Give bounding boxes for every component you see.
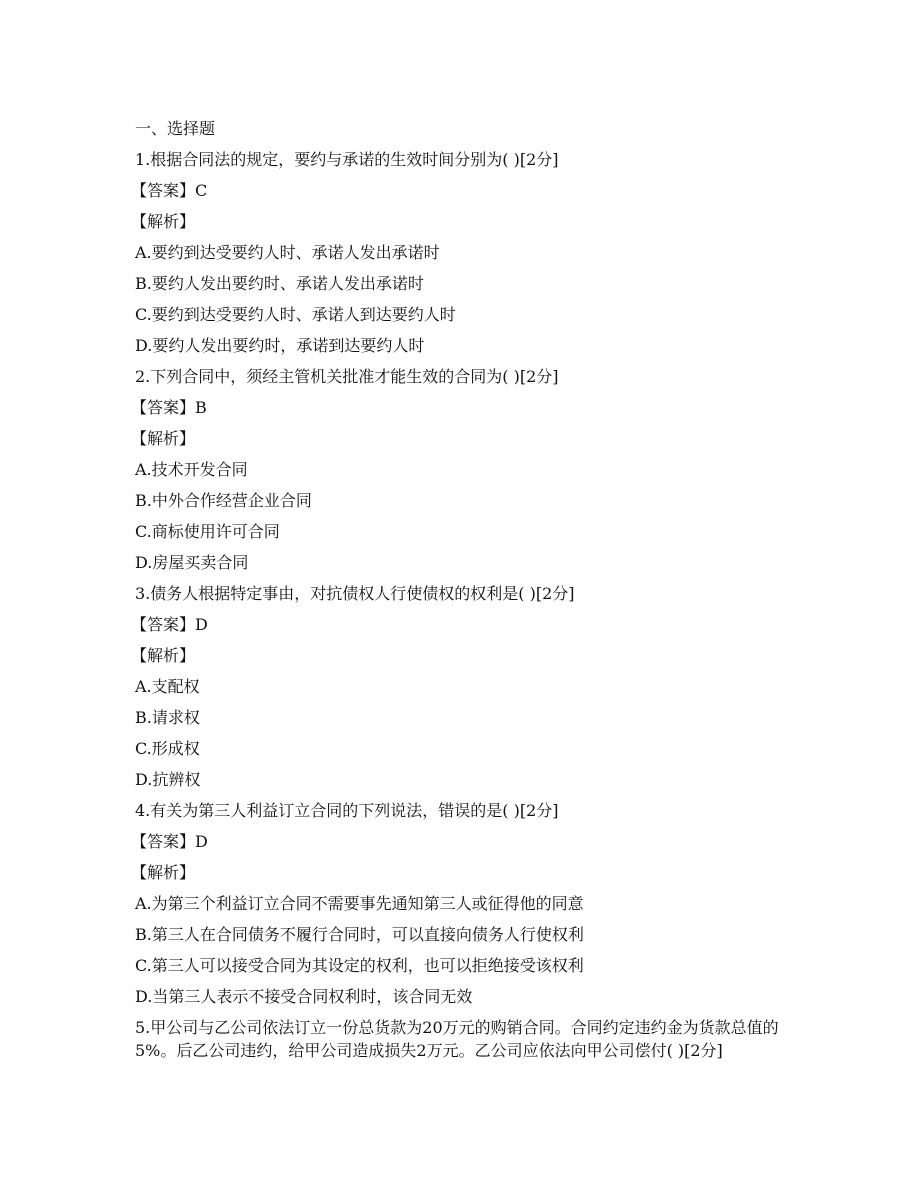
question-4 (131, 795, 795, 1012)
option-b: B.请求权 (135, 708, 200, 727)
option-b: B.中外合作经营企业合同 (135, 491, 312, 510)
option-d: D.房屋买卖合同 (135, 553, 249, 572)
question-5 (135, 1016, 795, 1062)
document-body (131, 113, 795, 1062)
option-c: C.形成权 (135, 739, 200, 758)
question-2 (131, 361, 795, 578)
section-title: 一、选择题 (135, 119, 216, 138)
option-b: B.第三人在合同债务不履行合同时，可以直接向债务人行使权利 (135, 925, 584, 944)
option-a: A.为第三个利益订立合同不需要事先通知第三人或征得他的同意 (135, 894, 584, 913)
question-stem: 1.根据合同法的规定，要约与承诺的生效时间分别为( )[2分] (135, 150, 559, 169)
option-b: B.要约人发出要约时、承诺人发出承诺时 (135, 274, 424, 293)
explanation-label: 【解析】 (131, 429, 196, 448)
answer-line: 【答案】D (131, 832, 208, 851)
option-d: D.当第三人表示不接受合同权利时，该合同无效 (135, 987, 473, 1006)
question-1 (131, 144, 795, 361)
option-d: D.要约人发出要约时，承诺到达要约人时 (135, 336, 425, 355)
question-3 (131, 578, 795, 795)
explanation-label: 【解析】 (131, 212, 196, 231)
answer-line: 【答案】C (131, 181, 208, 200)
option-c: C.要约到达受要约人时、承诺人到达要约人时 (135, 305, 456, 324)
option-d: D.抗辨权 (135, 770, 201, 789)
question-stem: 2.下列合同中，须经主管机关批准才能生效的合同为( )[2分] (135, 367, 559, 386)
explanation-label: 【解析】 (131, 646, 196, 665)
option-a: A.要约到达受要约人时、承诺人发出承诺时 (135, 243, 440, 262)
question-stem: 5.甲公司与乙公司依法订立一份总货款为20万元的购销合同。合同约定违约金为货款总值的5%。后乙公司违约，给甲公司造成损失2万元。乙公司应依法向甲公司偿付( )[2分] (135, 1018, 779, 1060)
explanation-label: 【解析】 (131, 863, 196, 882)
option-a: A.技术开发合同 (135, 460, 248, 479)
option-c: C.商标使用许可合同 (135, 522, 280, 541)
option-c: C.第三人可以接受合同为其设定的权利，也可以拒绝接受该权利 (135, 956, 584, 975)
answer-line: 【答案】B (131, 398, 207, 417)
answer-line: 【答案】D (131, 615, 208, 634)
option-a: A.支配权 (135, 677, 200, 696)
question-stem: 4.有关为第三人利益订立合同的下列说法，错误的是( )[2分] (135, 801, 559, 820)
question-stem: 3.债务人根据特定事由，对抗债权人行使债权的权利是( )[2分] (135, 584, 575, 603)
